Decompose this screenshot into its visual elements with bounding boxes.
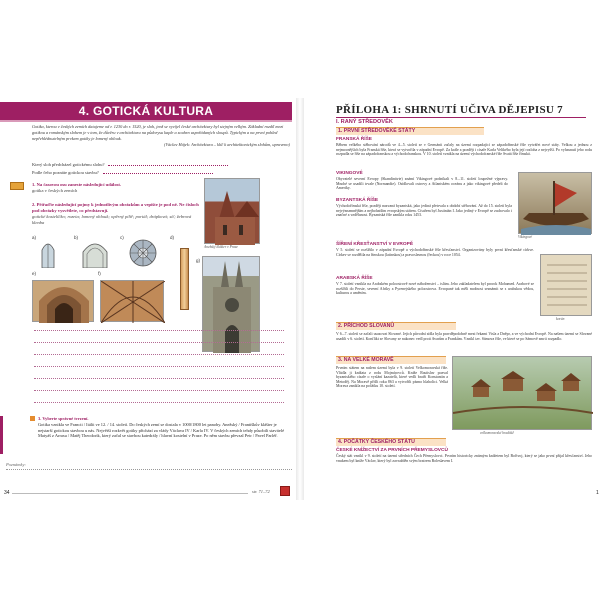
- task-1-sub: gotika v českých zemích: [32, 188, 78, 193]
- title-rule: [336, 117, 586, 118]
- question-2: [32, 170, 290, 176]
- reference-icon: [280, 486, 290, 496]
- sub-byzantine: BYZANTSKÁ ŘÍŠE: [336, 198, 379, 203]
- task-2-terms: gotické kostelíčko; rozeta; lomený oblouk; opěrný pilíř; portál; drápková; síť; žebrová klenba: [32, 214, 192, 225]
- koran-caption: korán: [556, 317, 565, 321]
- task-3-badge: [30, 416, 35, 421]
- task-3-text: Gotika vznikla ve Francii / Itálii ve 12. / 14. století. Do českých zemí se dostala v 1000/1800 let panoby. Anežský / Františkův klášter je nejstarší gotickou stavbou u nás. Největší rozkvět gotiky přichází za vlády Václava IV / Karla IV. V českých zemích tehdy působili stavitelé Matyáš z Arrasu / Matěj Theodorik, který začal se stavbou katedrály / hlavní kostelní v Praze. Po něm stavbu převzal Petr / Pavel Parléř.: [38, 421, 285, 439]
- sub-arabic: ARABSKÁ ŘÍŠE: [336, 276, 373, 281]
- label-f: f): [98, 271, 101, 276]
- text-christianity: V 5. století se rozšířilo v západní Evropě a východořímské říše křesťanství. Organizovány byly první křesťanské církve. Církev se rozdělila na římskou (latinskou) a pravoslavnou (řeckou) v roce 1054.: [336, 248, 534, 257]
- intro-body: Gotika, kterou v českých zemích datujeme od r. 1230 do r. 1520, je sloh, jenž se vyvíjel české architektury byl stejným velkým. Základní rozdíl mezi gotikou a románským slohem je v tom, že důvěru v architekturu na půdorysu kaple a souhrn uspořádaných sloupů. Typickým a na první pohled nepřehlédnutelným prvkem gotiky je lomený oblouk.: [32, 124, 284, 141]
- answer-line[interactable]: [34, 398, 284, 403]
- sub-vikings: VIKINGOVÉ: [336, 171, 363, 176]
- notes-field[interactable]: [6, 462, 292, 470]
- task-1-number: 1.: [32, 182, 36, 187]
- answer-line[interactable]: [34, 326, 284, 331]
- text-frankish: Během velkého stěhování národů ve 4.–5. století se v Germánii začaly na území rozpadající se západořímské říše vytvářet nové státy. Velkou a jednou z nejmocnějších byla Franská říše, která se vytvořila v západní Evropě. Za krále a později i císaře Karla Velikého byla její rozloha z nejvyšší. Po vyhasnutí jeho rodu rozpadla se říše na západofranskou a východofranskou. V 10. století vznikla na území východofranské říše Svatá říše římská.: [336, 143, 592, 157]
- task-icon: [10, 182, 24, 190]
- answer-line[interactable]: [34, 386, 284, 391]
- task-1-text: Na časovou osu zaneste následující událost.: [36, 182, 122, 187]
- buttress-pillar: [180, 248, 189, 310]
- margin-bar: [0, 416, 3, 454]
- hillfort-image: [452, 356, 592, 430]
- intro-text: [32, 124, 290, 148]
- task-2-number: 2.: [32, 202, 36, 207]
- task-3-title: Vyberte správné tvrzení.: [42, 416, 89, 421]
- heading-great-moravia: 3. NA VELKÉ MORAVĚ: [336, 356, 446, 364]
- answer-line[interactable]: [34, 338, 284, 343]
- label-e: e): [32, 271, 37, 276]
- sub-premyslids: ČESKÉ KNÍŽECTVÍ ZA PRVNÍCH PŘEMYSLOVCŮ: [336, 448, 448, 453]
- page-number-left: 34: [4, 490, 10, 496]
- pointed-arch: [82, 238, 108, 268]
- heading-slavs: 2. PŘÍCHOD SLOVANŮ: [336, 322, 456, 330]
- text-arabic: V 7. století vznikla na Arabském poloostrově nové náboženství – islám. Jeho zakladatelem byl prorok Mohamed. Arabové se rozšířili do Persie, severní Afriky a Pyrenejského poloostrova. Evropané tak měli možnost seznámit se s arabskou vědou, kulturou a uměním.: [336, 282, 534, 296]
- task-3: [38, 416, 290, 439]
- koran-image: [540, 254, 592, 316]
- label-c: c): [120, 235, 124, 240]
- answer-line[interactable]: [34, 374, 284, 379]
- question-1: [32, 162, 290, 168]
- vault-photo: [100, 280, 164, 322]
- answer-line[interactable]: [34, 362, 284, 367]
- right-page: [304, 98, 600, 500]
- lancet-window: [40, 238, 56, 268]
- section-heading: I. RANÝ STŘEDOVĚK: [336, 119, 393, 125]
- church-photo: [204, 178, 260, 244]
- task-1: [32, 182, 202, 194]
- heading-czech-state: 4. POČÁTKY ČESKÉHO STÁTU: [336, 438, 446, 446]
- photo-caption: Anežský klášter v Praze: [204, 245, 239, 249]
- intro-source: (Václav Hájek: Architektura – klíč k architektonickým slohům, upraveno): [164, 142, 290, 147]
- label-b: b): [74, 235, 79, 240]
- heading-first-states: 1. PRVNÍ STŘEDOVĚKÉ STÁTY: [336, 127, 484, 135]
- appendix-title: PŘÍLOHA 1: SHRNUTÍ UČIVA DĚJEPISU 7: [336, 104, 563, 116]
- vikings-caption: Vikingové: [518, 235, 533, 239]
- portal-photo: [32, 280, 94, 322]
- hillfort-caption: velkomoravské hradiště: [480, 431, 515, 435]
- answer-dots-2[interactable]: [103, 173, 213, 174]
- label-d: d): [170, 235, 175, 240]
- answer-dots-1[interactable]: [108, 165, 228, 166]
- page-number-right: 1: [596, 490, 599, 496]
- rose-window: [128, 238, 158, 268]
- vikings-image: [518, 172, 592, 234]
- label-g: g): [196, 258, 201, 263]
- text-byzantine: Východořímská říše, později nazvaná byzantská, jako jediná přetrvala z období stěhování. Až do 15. století byla nejvýznamnějším a nejbohatším evropským státem. Císařem byl Justinián I. Jako jediný v Evropě se zachovalo i značné a vzdělanost. Byzantská říše zanikla roku 1453.: [336, 204, 512, 218]
- answer-line[interactable]: [34, 350, 284, 355]
- label-a: a): [32, 235, 37, 240]
- question-1-text: Který sloh předcházel gotickému slohu?: [32, 162, 105, 167]
- text-vikings: Obyvatelé severní Evropy (Skandinávie) známí Vikingové podnikali v 8.–11. století loupežné výpravy. Mnohé se usadili trvale (Normandie). Osídlovali ostrovy a Atlantském oceánu a jako vikingové předeli do Ameriky.: [336, 177, 508, 191]
- task-2-text: Přiřaďte následující pojmy k jednotlivým obrázkům a vepište je pod ně. Ne čísloch pod obrázky vysvětlete, co představují.: [32, 202, 199, 213]
- notes-label: Poznámky:: [6, 462, 26, 467]
- page-title: 4. GOTICKÁ KULTURA: [0, 102, 292, 120]
- textbook-reference: str. 71–72: [252, 489, 270, 494]
- sub-christianity: ŠÍŘENÍ KŘESŤANSTVÍ V EVROPĚ: [336, 242, 414, 247]
- footer-rule: [12, 493, 248, 494]
- text-slavs: V 6.–7. století se začali usazovat Slované. Jejich původní sídla byla pravděpodobně mezi řekami Visla a Dněpr, a ve východní Evropě. Na našem území se Slované usadili v 6. století. Konflikt se Slovany se nakonec vedl proti Avarům a Frankům. Vznikl tzv. Sámova říše, ve které se po Sámově smrti rozpadlo.: [336, 332, 592, 341]
- text-premyslids: Český stát vznikl v 9. století na území středních Čech Přemyslovci. Prvním historicky známým knížetem byl Bořivoj, který se jako první přijal křesťanství. Jeho vnukem byl kníže Václav, který byl zavražděn svým bratrem Boleslavem I.: [336, 454, 592, 463]
- task-3-number: 3.: [38, 416, 42, 421]
- sub-frankish: FRANSKÁ ŘÍŠE: [336, 137, 372, 142]
- book-spine: [296, 98, 304, 500]
- question-2-text: Podle čeho poznáte gotickou stavbu?: [32, 170, 99, 175]
- left-page: [0, 98, 296, 500]
- text-great-moravia: Prvním státem na našem území byla v 9. století Velkomoravská říše. Vládla ji knížata z rodu Mojmírovců. Kníže Rastislav pozval byzantského císaře o vyslání kazatelů, které vedli bratři Konstantin a Metoděj. Na Moravě přišli roku 863 a vytvořili písmo hlaholici. Velká Morava zanikla na počátku 10. století.: [336, 366, 448, 389]
- task-2: [32, 202, 202, 226]
